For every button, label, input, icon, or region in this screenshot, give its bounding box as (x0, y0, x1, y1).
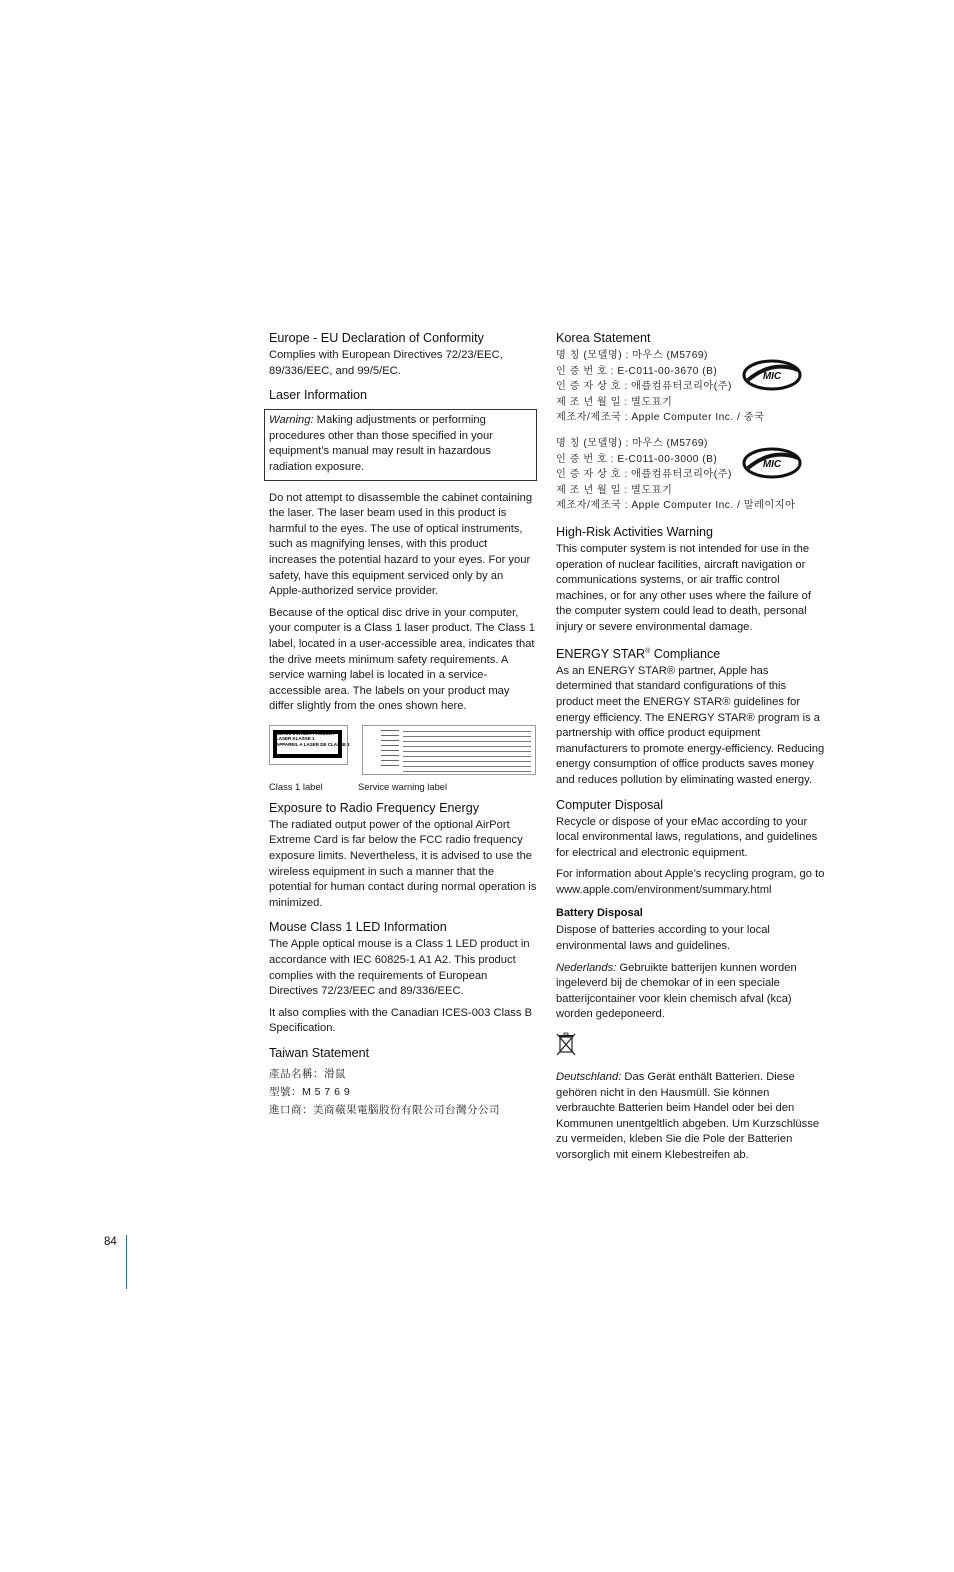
class1-caption: Class 1 label (269, 780, 323, 792)
korea-1-line-5: 제조자/제조국 : Apple Computer Inc. / 중국 (556, 412, 765, 424)
battery-nl-label: Nederlands: (556, 961, 617, 974)
highrisk-section (556, 524, 826, 636)
battery-heading: Battery Disposal (556, 907, 643, 920)
korea-heading: Korea Statement (556, 331, 651, 345)
battery-nl (556, 961, 826, 1023)
class1-label-image (269, 725, 348, 765)
energy-heading-pre: ENERGY STAR (556, 646, 646, 661)
eu-heading: Europe - EU Declaration of Conformity (269, 331, 484, 345)
battery-text: Dispose of batteries according to your local environmental laws and guidelines. (556, 924, 770, 953)
service-caption: Service warning label (358, 780, 448, 792)
left-column (269, 330, 537, 1127)
korea-2-line-1: 명 칭 (모델명) : 마우스 (M5769) (556, 438, 708, 449)
mouse-para-2: It also complies with the Canadian ICES-003 Class B Specification. (269, 1006, 533, 1035)
korea-block-1 (556, 348, 826, 424)
highrisk-heading: High-Risk Activities Warning (556, 525, 713, 539)
right-column (556, 330, 826, 1170)
korea-1-line-2: 인 증 번 호 : E-C011-00-3670 (B) (556, 365, 718, 377)
battery-de-label: Deutschland: (556, 1071, 622, 1084)
service-warning-label-image (362, 725, 536, 775)
korea-section (556, 330, 826, 512)
eu-section (269, 330, 537, 379)
korea-2-line-5: 제조자/제조국 : Apple Computer Inc. / 말레이지아 (556, 500, 796, 512)
korea-1-line-3: 인 증 자 상 호 : 애플컴퓨터코리아(주) (556, 381, 732, 393)
laser-heading: Laser Information (269, 388, 368, 403)
highrisk-text: This computer system is not intended for use in the operation of nuclear facilities, aircraft navigation or communications systems, or air traffic control machines, or for any other uses where the failure of the computer system could lead to death, personal injury or severe environmental damage. (556, 543, 811, 633)
battery-de-text: Das Gerät enthält Batterien. Diese gehören nicht in den Hausmüll. Sie können verbrauchte Batterien beim Handel oder bei den Kommunen unentgeltlich abgeben. Um Kurzschlüsse zu vermeiden, kleben Sie die Pole der Batterien vorsorglich mit einem Klebestreifen ab. (556, 1071, 820, 1161)
disposal-heading: Computer Disposal (556, 797, 664, 812)
mic-logo-icon (742, 446, 802, 480)
laser-warning-box (264, 409, 537, 480)
warning-text: Making adjustments or performing procedures other than those specified in your equipment’s manual may result in hazardous radiation exposure. (269, 414, 493, 473)
battery-nl-text: Gebruikte batterijen kunnen worden ingeleverd bij de chemokar of in een speciale batterijcontainer voor klein chemisch afval (kca) worden gedeponeerd. (556, 961, 797, 1021)
energy-text: As an ENERGY STAR® partner, Apple has determined that standard configurations of this product meet the ENERGY STAR® guidelines for energy efficiency. The ENERGY STAR® program is a partnership with office product equipment manufacturers to promote energy-efficiency. Reducing energy consumption of office products saves money and reduces pollution by eliminating wasted energy. (556, 664, 825, 786)
laser-para-1: Do not attempt to disassemble the cabinet containing the laser. The laser beam used in this product is harmful to the eyes. The use of optical instruments, such as magnifying lenses, with this product increases the potential hazard to your eyes. For your safety, have this equipment serviced only by an Apple-authorized service provider. (269, 491, 533, 598)
page-number-rule (126, 1235, 127, 1289)
mic-logo-icon (742, 358, 802, 392)
laser-label-images (269, 725, 537, 775)
taiwan-line-2: 型號：M 5 7 6 9 (269, 1086, 351, 1098)
class1-label-image-text: CLASS 1 LASER PRODUCT LASER KLASSE 1 APPAREIL A LASER DE CLASSE 1 (276, 730, 350, 747)
taiwan-heading: Taiwan Statement (269, 1046, 370, 1060)
taiwan-line-3: 進口商：美商蘋果電腦股份有限公司台灣分公司 (269, 1104, 500, 1116)
eu-text: Complies with European Directives 72/23/EEC, 89/336/EEC, and 99/5/EC. (269, 349, 503, 377)
crossed-bin-icon (556, 1031, 576, 1057)
mouse-section (269, 919, 537, 1037)
label-captions (269, 781, 537, 792)
korea-2-line-2: 인 증 번 호 : E-C011-00-3000 (B) (556, 453, 718, 465)
taiwan-line-1: 產品名稱：滑鼠 (269, 1068, 346, 1080)
korea-1-line-4: 제 조 년 월 일 : 별도표기 (556, 396, 673, 408)
energy-section (556, 644, 826, 789)
korea-1-line-1: 명 칭 (모델명) : 마우스 (M5769) (556, 350, 708, 361)
laser-para-2: Because of the optical disc drive in your computer, your computer is a Class 1 laser product. The Class 1 label, located in a user-accessible area, indicates that the drive meets minimum safety requirements. A service warning label is located in a service-accessible area. The labels on your product may differ slightly from the ones shown here. (269, 606, 535, 713)
energy-heading: ENERGY STAR® Compliance (556, 646, 721, 661)
mouse-para-1: The Apple optical mouse is a Class 1 LED product in accordance with IEC 60825-1 A1 A2. This product complies with the requirements of European Directives 72/23/EEC and 89/336/EEC. (269, 938, 530, 998)
warning-label: Warning: (269, 414, 314, 427)
mic-logo-text: MIC (762, 459, 782, 470)
energy-heading-post: Compliance (650, 646, 721, 661)
mouse-heading: Mouse Class 1 LED Information (269, 920, 447, 935)
disposal-para-2: For information about Apple’s recycling program, go to www.apple.com/environment/summary.html (556, 868, 825, 896)
battery-de (556, 1070, 826, 1164)
korea-2-line-3: 인 증 자 상 호 : 애플컴퓨터코리아(주) (556, 469, 732, 481)
taiwan-section (269, 1045, 537, 1119)
korea-block-2 (556, 436, 826, 512)
korea-2-line-4: 제 조 년 월 일 : 별도표기 (556, 484, 673, 496)
mic-logo-text: MIC (762, 371, 782, 382)
laser-section (269, 387, 537, 792)
rf-section (269, 800, 537, 912)
disposal-para-1: Recycle or dispose of your eMac according to your local environmental laws, regulations, and guidelines for electrical and electronic equipment. (556, 815, 818, 859)
battery-section (556, 906, 826, 1163)
rf-text: The radiated output power of the optional AirPort Extreme Card is far below the FCC radio frequency exposure limits. Nevertheless, it is advised to use the wireless equipment in such a manner that the potential for human contact during normal operation is minimized. (269, 818, 537, 909)
disposal-section (556, 797, 826, 899)
page-number: 84 (104, 1236, 117, 1248)
rf-heading: Exposure to Radio Frequency Energy (269, 800, 480, 815)
